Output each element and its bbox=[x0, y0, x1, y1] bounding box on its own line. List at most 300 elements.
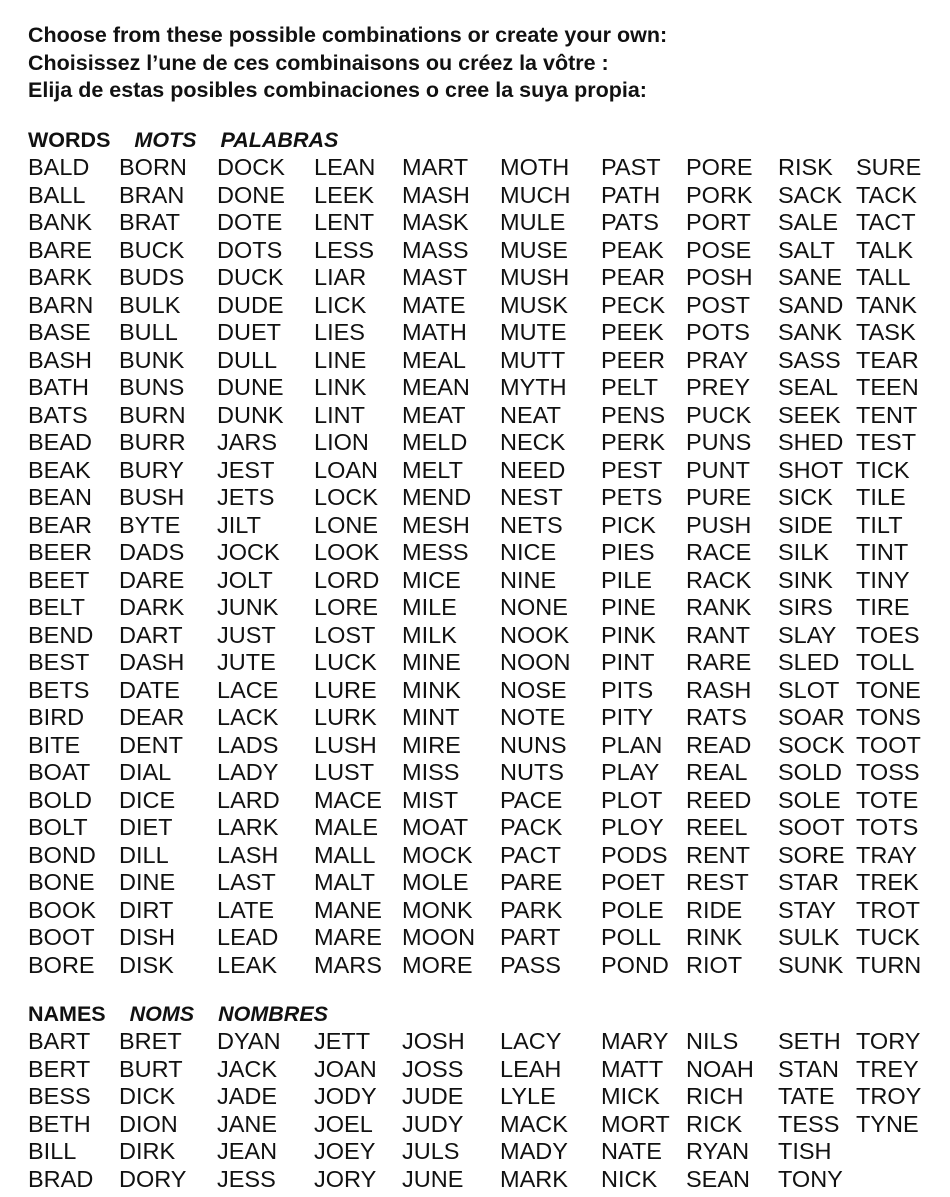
word-item: JILT bbox=[217, 511, 261, 538]
word-item: JOLT bbox=[217, 566, 273, 593]
word-item: NOOK bbox=[500, 621, 570, 648]
word-item: NOTE bbox=[500, 704, 566, 730]
word-item: SACK bbox=[778, 181, 842, 208]
word-item: DUNE bbox=[217, 374, 284, 400]
word-item: LIES bbox=[314, 319, 365, 345]
word-item: BEND bbox=[28, 621, 94, 648]
word-item: MARS bbox=[314, 951, 382, 978]
name-item: JORY bbox=[314, 1165, 377, 1192]
word-item: PINT bbox=[601, 649, 655, 675]
word-item: DUNK bbox=[217, 401, 284, 428]
word-item: MATE bbox=[402, 291, 466, 318]
word-item: BOLT bbox=[28, 814, 88, 840]
word-item: PURE bbox=[686, 484, 752, 510]
name-item: NILS bbox=[686, 1028, 739, 1054]
word-item: PUNS bbox=[686, 429, 752, 455]
word-item: SUNK bbox=[778, 951, 844, 978]
word-item: POSE bbox=[686, 236, 752, 263]
word-item: NECK bbox=[500, 429, 566, 455]
word-item: SALE bbox=[778, 209, 839, 235]
word-item: SLOT bbox=[778, 676, 840, 703]
word-item: TASK bbox=[856, 319, 916, 345]
word-item: MAST bbox=[402, 264, 468, 290]
word-item: SOOT bbox=[778, 814, 845, 840]
name-item: MARK bbox=[500, 1165, 568, 1192]
word-item: LUSH bbox=[314, 731, 377, 758]
word-item: TINY bbox=[856, 566, 910, 593]
word-item: PENS bbox=[601, 401, 665, 428]
word-item: MEND bbox=[402, 484, 472, 510]
word-item: LEEK bbox=[314, 181, 375, 208]
word-item: LIAR bbox=[314, 264, 367, 290]
word-item: NEST bbox=[500, 484, 563, 510]
word-item: MOON bbox=[402, 924, 476, 950]
word-item: MESS bbox=[402, 539, 469, 565]
name-item: TONY bbox=[778, 1165, 843, 1192]
name-item: JODY bbox=[314, 1083, 377, 1109]
word-item: MULE bbox=[500, 209, 566, 235]
name-item: BRET bbox=[119, 1028, 182, 1054]
word-item: JUTE bbox=[217, 649, 276, 675]
word-item: MIST bbox=[402, 786, 459, 813]
word-item: TONE bbox=[856, 676, 921, 703]
word-item: BEAR bbox=[28, 511, 92, 538]
word-item: TIRE bbox=[856, 594, 910, 620]
word-item: BYTE bbox=[119, 511, 181, 538]
word-item: PLAY bbox=[601, 759, 660, 785]
word-item: LINE bbox=[314, 346, 367, 373]
name-item: NATE bbox=[601, 1138, 662, 1164]
word-item: NEAT bbox=[500, 401, 561, 428]
word-item: BELT bbox=[28, 594, 86, 620]
word-item: TACK bbox=[856, 181, 917, 208]
word-item: RATS bbox=[686, 704, 747, 730]
word-item: DADS bbox=[119, 539, 185, 565]
word-item: DICE bbox=[119, 786, 176, 813]
word-item: MOAT bbox=[402, 814, 469, 840]
name-item: JOAN bbox=[314, 1055, 377, 1082]
name-item: TYNE bbox=[856, 1110, 919, 1137]
word-item: PLOY bbox=[601, 814, 664, 840]
word-item: BUNK bbox=[119, 346, 185, 373]
word-item: DISK bbox=[119, 951, 174, 978]
word-item: PART bbox=[500, 924, 561, 950]
word-item: TRAY bbox=[856, 841, 917, 868]
name-item: TESS bbox=[778, 1110, 840, 1137]
word-item: DONE bbox=[217, 181, 285, 208]
name-item: MACK bbox=[500, 1110, 568, 1137]
word-item: BASH bbox=[28, 346, 92, 373]
name-item: DIRK bbox=[119, 1138, 176, 1164]
word-item: PACE bbox=[500, 786, 563, 813]
name-item: MORT bbox=[601, 1110, 670, 1137]
word-item: LINT bbox=[314, 401, 365, 428]
word-item: LOOK bbox=[314, 539, 380, 565]
word-item: DULL bbox=[217, 346, 278, 373]
word-item: DOTE bbox=[217, 209, 283, 235]
word-item: RARE bbox=[686, 649, 752, 675]
word-item: DUET bbox=[217, 319, 281, 345]
word-item: BURY bbox=[119, 456, 184, 483]
word-item: PATH bbox=[601, 181, 661, 208]
intro-line-es: Elija de estas posibles combinaciones o cree la suya propia: bbox=[28, 78, 647, 102]
word-item: BONE bbox=[28, 869, 95, 895]
word-item: LURK bbox=[314, 704, 377, 730]
word-item: PACK bbox=[500, 814, 563, 840]
word-item: POET bbox=[601, 869, 665, 895]
word-item: MASH bbox=[402, 181, 470, 208]
word-item: MATH bbox=[402, 319, 467, 345]
word-item: TEEN bbox=[856, 374, 919, 400]
word-item: TUCK bbox=[856, 924, 920, 950]
word-item: PAST bbox=[601, 154, 661, 180]
word-item: MUCH bbox=[500, 181, 571, 208]
word-item: PODS bbox=[601, 841, 668, 868]
intro-line-en: Choose from these possible combinations or create your own: bbox=[28, 23, 668, 47]
names-heading bbox=[28, 1002, 346, 1027]
word-item: REEL bbox=[686, 814, 748, 840]
word-item: BULL bbox=[119, 319, 178, 345]
name-item: JETT bbox=[314, 1028, 371, 1054]
word-item: LESS bbox=[314, 236, 375, 263]
word-item: PEER bbox=[601, 346, 665, 373]
word-item: BURN bbox=[119, 401, 186, 428]
name-item: STAN bbox=[778, 1055, 839, 1082]
word-item: POLL bbox=[601, 924, 662, 950]
word-item: DASH bbox=[119, 649, 185, 675]
name-item: BART bbox=[28, 1028, 91, 1054]
word-item: BATH bbox=[28, 374, 89, 400]
word-item: PILE bbox=[601, 566, 652, 593]
word-item: DUCK bbox=[217, 264, 284, 290]
name-item: LEAH bbox=[500, 1055, 562, 1082]
word-item: BETS bbox=[28, 676, 90, 703]
word-item: DIRT bbox=[119, 896, 174, 923]
word-item: BITE bbox=[28, 731, 81, 758]
word-item: SULK bbox=[778, 924, 840, 950]
words-heading-fr: MOTS bbox=[134, 128, 197, 152]
word-item: RIDE bbox=[686, 896, 743, 923]
word-item: MILK bbox=[402, 621, 457, 648]
word-item: TONS bbox=[856, 704, 921, 730]
word-item: BARN bbox=[28, 291, 94, 318]
name-item: MICK bbox=[601, 1083, 660, 1109]
intro-text bbox=[28, 22, 667, 105]
word-item: SOLD bbox=[778, 759, 842, 785]
name-item: DION bbox=[119, 1110, 178, 1137]
words-heading bbox=[28, 128, 356, 153]
word-item: POST bbox=[686, 291, 750, 318]
word-item: LUCK bbox=[314, 649, 377, 675]
word-item: BEAK bbox=[28, 456, 91, 483]
word-item: DIET bbox=[119, 814, 173, 840]
word-item: PEEK bbox=[601, 319, 664, 345]
word-item: PORK bbox=[686, 181, 753, 208]
word-item: BOOT bbox=[28, 924, 95, 950]
word-item: NUNS bbox=[500, 731, 567, 758]
word-item: PITY bbox=[601, 704, 654, 730]
word-item: BEAN bbox=[28, 484, 92, 510]
word-item: SICK bbox=[778, 484, 833, 510]
word-item: PEST bbox=[601, 456, 663, 483]
word-item: TOOT bbox=[856, 731, 921, 758]
word-item: DINE bbox=[119, 869, 176, 895]
word-item: JARS bbox=[217, 429, 278, 455]
word-item: DOCK bbox=[217, 154, 285, 180]
word-item: MART bbox=[402, 154, 469, 180]
word-item: MINE bbox=[402, 649, 461, 675]
word-item: BURR bbox=[119, 429, 186, 455]
word-item: PASS bbox=[500, 951, 561, 978]
word-item: BEER bbox=[28, 539, 92, 565]
word-item: TILT bbox=[856, 511, 903, 538]
word-item: PRAY bbox=[686, 346, 749, 373]
word-item: BUCK bbox=[119, 236, 185, 263]
word-item: MINT bbox=[402, 704, 460, 730]
name-item: JANE bbox=[217, 1110, 278, 1137]
word-item: LORD bbox=[314, 566, 380, 593]
word-item: TOSS bbox=[856, 759, 920, 785]
word-item: BORN bbox=[119, 154, 187, 180]
word-item: BOLD bbox=[28, 786, 92, 813]
word-item: LEAK bbox=[217, 951, 278, 978]
word-item: READ bbox=[686, 731, 752, 758]
word-item: RISK bbox=[778, 154, 833, 180]
word-item: DUDE bbox=[217, 291, 284, 318]
name-item: RICK bbox=[686, 1110, 743, 1137]
word-item: MUSE bbox=[500, 236, 568, 263]
word-item: RANK bbox=[686, 594, 752, 620]
word-item: JEST bbox=[217, 456, 275, 483]
word-item: POSH bbox=[686, 264, 753, 290]
word-item: PERK bbox=[601, 429, 665, 455]
word-item: BUNS bbox=[119, 374, 185, 400]
word-item: MICE bbox=[402, 566, 461, 593]
name-item: JUDE bbox=[402, 1083, 464, 1109]
name-item: RYAN bbox=[686, 1138, 750, 1164]
word-item: BOOK bbox=[28, 896, 96, 923]
word-item: POTS bbox=[686, 319, 750, 345]
word-item: NONE bbox=[500, 594, 568, 620]
name-item: TROY bbox=[856, 1083, 922, 1109]
word-item: TEST bbox=[856, 429, 917, 455]
name-item: JUNE bbox=[402, 1165, 464, 1192]
name-item: TREY bbox=[856, 1055, 919, 1082]
word-item: RIOT bbox=[686, 951, 743, 978]
word-item: BOAT bbox=[28, 759, 91, 785]
word-item: PUNT bbox=[686, 456, 750, 483]
name-item: BESS bbox=[28, 1083, 91, 1109]
word-item: RENT bbox=[686, 841, 750, 868]
name-item: JUDY bbox=[402, 1110, 464, 1137]
word-item: PETS bbox=[601, 484, 663, 510]
word-item: TALK bbox=[856, 236, 914, 263]
word-item: SIRS bbox=[778, 594, 833, 620]
word-item: LINK bbox=[314, 374, 367, 400]
word-item: MEAN bbox=[402, 374, 470, 400]
word-item: BRAT bbox=[119, 209, 180, 235]
words-heading-en: WORDS bbox=[28, 128, 111, 152]
name-item: TISH bbox=[778, 1138, 832, 1164]
name-item: BETH bbox=[28, 1110, 91, 1137]
word-item: PARE bbox=[500, 869, 563, 895]
name-item: SEAN bbox=[686, 1165, 750, 1192]
word-item: SEAL bbox=[778, 374, 839, 400]
word-item: SALT bbox=[778, 236, 836, 263]
word-item: BIRD bbox=[28, 704, 85, 730]
word-item: BUSH bbox=[119, 484, 185, 510]
word-item: LAST bbox=[217, 869, 276, 895]
word-item: SLAY bbox=[778, 621, 837, 648]
word-item: DENT bbox=[119, 731, 183, 758]
names-heading-fr: NOMS bbox=[129, 1002, 195, 1026]
word-item: BARK bbox=[28, 264, 92, 290]
word-item: MELD bbox=[402, 429, 468, 455]
word-item: REED bbox=[686, 786, 752, 813]
word-item: TINT bbox=[856, 539, 909, 565]
word-item: MALL bbox=[314, 841, 376, 868]
word-item: BASE bbox=[28, 319, 91, 345]
word-item: PIES bbox=[601, 539, 655, 565]
word-item: TICK bbox=[856, 456, 910, 483]
word-item: LOAN bbox=[314, 456, 378, 483]
word-item: SOAR bbox=[778, 704, 845, 730]
name-item: BILL bbox=[28, 1138, 77, 1164]
word-item: SORE bbox=[778, 841, 845, 868]
word-item: LURE bbox=[314, 676, 377, 703]
word-item: REST bbox=[686, 869, 749, 895]
word-item: PITS bbox=[601, 676, 654, 703]
word-item: MIRE bbox=[402, 731, 461, 758]
word-item: LOST bbox=[314, 621, 376, 648]
word-item: MACE bbox=[314, 786, 382, 813]
word-item: SHOT bbox=[778, 456, 844, 483]
word-item: MALE bbox=[314, 814, 378, 840]
word-item: PEAR bbox=[601, 264, 665, 290]
word-item: SOCK bbox=[778, 731, 845, 758]
word-item: SANE bbox=[778, 264, 842, 290]
word-item: PUSH bbox=[686, 511, 752, 538]
name-item: JOEL bbox=[314, 1110, 373, 1137]
word-item: DISH bbox=[119, 924, 176, 950]
word-item: TROT bbox=[856, 896, 920, 923]
word-item: JUST bbox=[217, 621, 276, 648]
name-item: TORY bbox=[856, 1028, 921, 1054]
word-item: NOSE bbox=[500, 676, 567, 703]
word-item: PARK bbox=[500, 896, 563, 923]
name-item: NICK bbox=[601, 1165, 658, 1192]
word-item: MELT bbox=[402, 456, 463, 483]
word-item: PINK bbox=[601, 621, 656, 648]
word-item: RASH bbox=[686, 676, 752, 703]
intro-line-fr: Choisissez l’une de ces combinaisons ou créez la vôtre : bbox=[28, 50, 609, 75]
word-item: TEAR bbox=[856, 346, 919, 373]
word-item: NEED bbox=[500, 456, 566, 483]
word-item: LENT bbox=[314, 209, 375, 235]
name-item: MADY bbox=[500, 1138, 568, 1164]
word-item: LEAD bbox=[217, 924, 279, 950]
word-item: TANK bbox=[856, 291, 917, 318]
name-item: DORY bbox=[119, 1165, 187, 1192]
word-item: TURN bbox=[856, 951, 922, 978]
word-item: TOTE bbox=[856, 786, 919, 813]
word-item: MORE bbox=[402, 951, 473, 978]
name-item: JACK bbox=[217, 1055, 278, 1082]
word-item: SURE bbox=[856, 154, 922, 180]
word-item: LICK bbox=[314, 291, 367, 318]
word-item: DEAR bbox=[119, 704, 185, 730]
name-item: BURT bbox=[119, 1055, 183, 1082]
name-item: MATT bbox=[601, 1055, 664, 1082]
name-item: JULS bbox=[402, 1138, 460, 1164]
word-item: NUTS bbox=[500, 759, 564, 785]
word-item: MOTH bbox=[500, 154, 570, 180]
word-item: SILK bbox=[778, 539, 829, 565]
word-item: SHED bbox=[778, 429, 844, 455]
word-item: BEET bbox=[28, 566, 90, 593]
word-item: LUST bbox=[314, 759, 375, 785]
word-item: MANE bbox=[314, 896, 382, 923]
word-item: MOLE bbox=[402, 869, 469, 895]
word-item: SASS bbox=[778, 346, 841, 373]
word-item: MASK bbox=[402, 209, 469, 235]
word-item: MILE bbox=[402, 594, 457, 620]
word-item: BALL bbox=[28, 181, 86, 208]
word-item: DARE bbox=[119, 566, 185, 593]
word-item: BATS bbox=[28, 401, 88, 428]
words-heading-es: PALABRAS bbox=[220, 128, 339, 152]
word-item: RANT bbox=[686, 621, 750, 648]
word-item: BARE bbox=[28, 236, 92, 263]
names-heading-es: NOMBRES bbox=[218, 1002, 329, 1026]
word-item: LACK bbox=[217, 704, 279, 730]
word-item: LONE bbox=[314, 511, 378, 538]
word-item: TACT bbox=[856, 209, 916, 235]
word-item: PICK bbox=[601, 511, 656, 538]
word-item: PORT bbox=[686, 209, 751, 235]
word-item: PELT bbox=[601, 374, 659, 400]
word-item: RINK bbox=[686, 924, 743, 950]
name-item: LACY bbox=[500, 1028, 562, 1054]
word-item: JOCK bbox=[217, 539, 280, 565]
word-item: TILE bbox=[856, 484, 906, 510]
word-item: LADS bbox=[217, 731, 279, 758]
name-item: JEAN bbox=[217, 1138, 278, 1164]
word-item: SANK bbox=[778, 319, 842, 345]
word-item: LATE bbox=[217, 896, 275, 923]
name-item: BERT bbox=[28, 1055, 91, 1082]
word-item: LOCK bbox=[314, 484, 378, 510]
word-item: SINK bbox=[778, 566, 833, 593]
word-item: BEST bbox=[28, 649, 90, 675]
name-item: MARY bbox=[601, 1028, 669, 1054]
word-item: TOTS bbox=[856, 814, 919, 840]
word-item: STAY bbox=[778, 896, 836, 923]
name-item: JESS bbox=[217, 1165, 276, 1192]
word-item: POND bbox=[601, 951, 669, 978]
word-item: RACK bbox=[686, 566, 752, 593]
word-item: PACT bbox=[500, 841, 561, 868]
word-item: PEAK bbox=[601, 236, 664, 263]
word-item: SIDE bbox=[778, 511, 833, 538]
name-item: TATE bbox=[778, 1083, 835, 1109]
word-item: NICE bbox=[500, 539, 557, 565]
word-item: DARK bbox=[119, 594, 185, 620]
word-item: LASH bbox=[217, 841, 279, 868]
word-item: DILL bbox=[119, 841, 169, 868]
word-item: TENT bbox=[856, 401, 918, 428]
name-item: DYAN bbox=[217, 1028, 281, 1054]
